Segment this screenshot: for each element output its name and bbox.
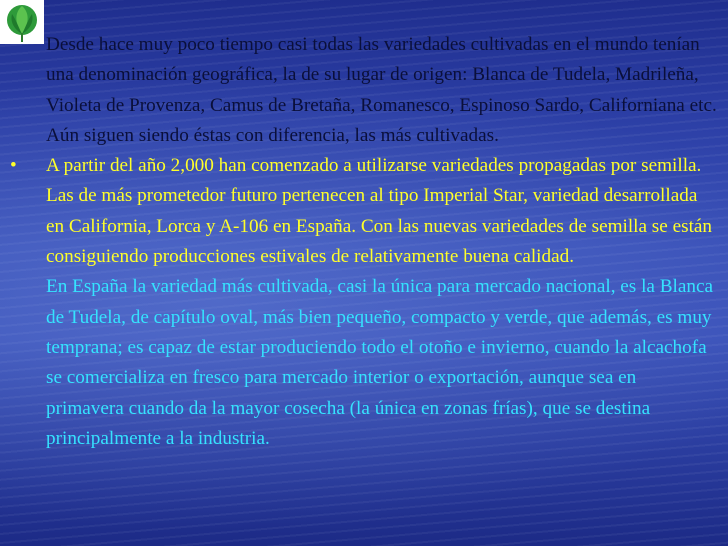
paragraph-text: A partir del año 2,000 han comenzado a utilizarse variedades propagadas por semilla. Las de más prometedor futuro pertenecen al tipo Imperial Star, variedad desarrollada en California, Lorca y A-106 en España. Con las nuevas variedades de semilla se están consiguiendo producciones estivales de relativamente buena calidad. <box>46 155 713 268</box>
paragraph-text: Desde hace muy poco tiempo casi todas las variedades cultivadas en el mundo tenían una denominación geográfica, la de su lugar de origen: Blanca de Tudela, Madrileña, Violeta de Provenza, Camus de Bretaña, Romanesco, Espinoso Sardo, Californiana etc. Aún siguen siendo éstas con diferencia, las más cultivadas. <box>46 34 717 146</box>
paragraph-spain-variety <box>0 272 728 454</box>
paragraph-seed-varieties <box>0 151 728 272</box>
paragraph-varieties-origin <box>0 30 728 151</box>
bullet-marker: • <box>10 155 17 177</box>
slide-body <box>0 30 728 454</box>
paragraph-text: En España la variedad más cultivada, casi la única para mercado nacional, es la Blanca de Tudela, de capítulo oval, más bien pequeño, compacto y verde, que además, es muy temprana; es capaz de estar produciendo todo el otoño e invierno, cuando la alcachofa se comercializa en fresco para mercado interior o exportación, aunque sea en primavera cuando da la mayor cosecha (la única en zonas frías), que se destina principalmente a la industria. <box>46 276 713 449</box>
